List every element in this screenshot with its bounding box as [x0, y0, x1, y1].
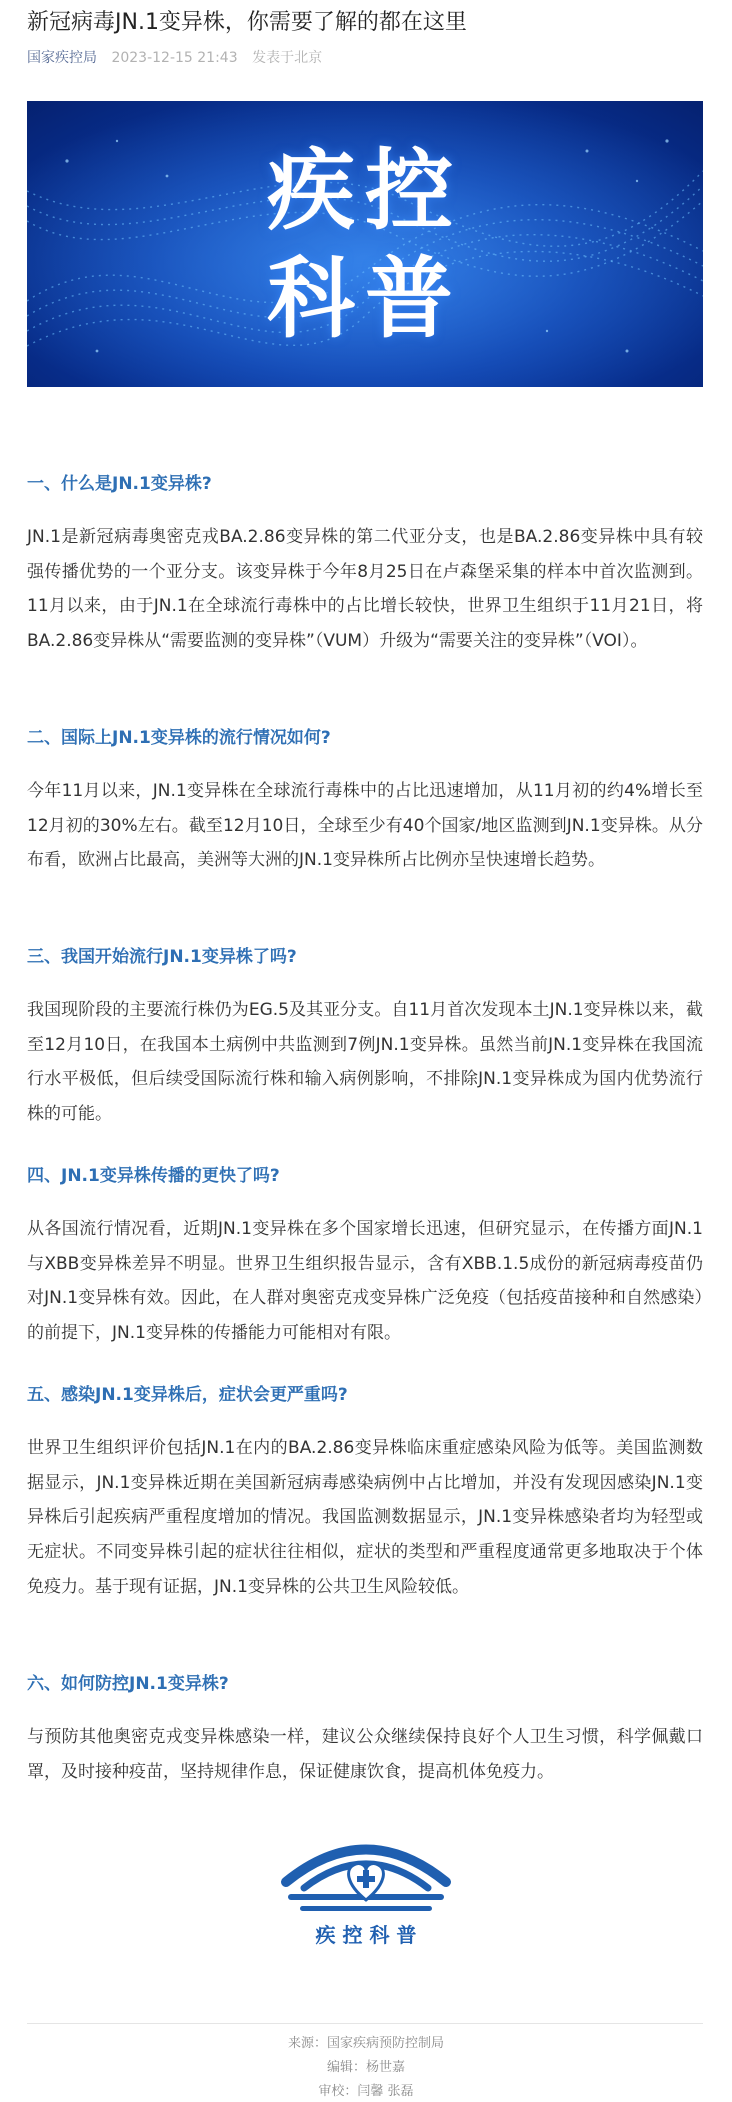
section-body-3: 我国现阶段的主要流行株仍为EG.5及其亚分支。自11月首次发现本土JN.1变异株以来，截至12月10日，在我国本土病例中共监测到7例JN.1变异株。虽然当前JN.1变异株在我国流行水平极低，但后续受国际流行株和输入病例影响，不排除JN.1变异株成为国内优势流行株的可能。 — [27, 1000, 703, 1125]
logo-text: 疾 控 科 普 — [315, 1923, 417, 1947]
section-heading-5: 五、感染JN.1变异株后，症状会更严重吗? — [27, 1385, 348, 1405]
banner-title-line2: 科普 — [266, 247, 463, 350]
publish-location: 发表于北京 — [252, 50, 323, 66]
article-title: 新冠病毒JN.1变异株，你需要了解的都在这里 — [27, 10, 467, 35]
cdc-logo — [276, 1822, 456, 1957]
section-heading-3: 三、我国开始流行JN.1变异株了吗? — [27, 947, 297, 967]
banner-title-line1: 疾控 — [266, 139, 463, 242]
section-body-1: JN.1是新冠病毒奥密克戎BA.2.86变异株的第二代亚分支，也是BA.2.86变异株中具有较强传播优势的一个亚分支。该变异株于今年8月25日在卢森堡采集的样本中首次监测到。11月以来，由于JN.1在全球流行毒株中的占比增长较快，世界卫生组织于11月21日，将BA.2.86变异株从“需要监测的变异株”（VUM）升级为“需要关注的变异株”（VOI）。 — [27, 527, 703, 652]
section-heading-4: 四、JN.1变异株传播的更快了吗? — [27, 1166, 280, 1186]
section-body-4: 从各国流行情况看，近期JN.1变异株在多个国家增长迅速，但研究显示，在传播方面JN.1与XBB变异株差异不明显。世界卫生组织报告显示，含有XBB.1.5成份的新冠病毒疫苗仍对JN.1变异株有效。因此，在人群对奥密克戎变异株广泛免疫（包括疫苗接种和自然感染）的前提下，JN.1变异株的传播能力可能相对有限。 — [27, 1219, 703, 1344]
section-body-2: 今年11月以来，JN.1变异株在全球流行毒株中的占比迅速增加，从11月初的约4%增长至12月初的30%左右。截至12月10日，全球至少有40个国家/地区监测到JN.1变异株。从分布看，欧洲占比最高，美洲等大洲的JN.1变异株所占比例亦呈快速增长趋势。 — [27, 781, 703, 871]
footer-source: 来源：国家疾病预防控制局 — [287, 2036, 444, 2051]
section-body-5: 世界卫生组织评价包括JN.1在内的BA.2.86变异株临床重症感染风险为低等。美国监测数据显示，JN.1变异株近期在美国新冠病毒感染病例中占比增加，并没有发现因感染JN.1变异株后引起疾病严重程度增加的情况。我国监测数据显示，JN.1变异株感染者均为轻型或无症状。不同变异株引起的症状往往相似，症状的类型和严重程度通常更多地取决于个体免疫力。基于现有证据，JN.1变异株的公共卫生风险较低。 — [27, 1438, 703, 1597]
article-meta — [27, 48, 322, 68]
section-heading-1: 一、什么是JN.1变异株? — [27, 474, 212, 494]
footer-divider — [27, 2023, 703, 2024]
section-heading-2: 二、国际上JN.1变异株的流行情况如何? — [27, 728, 331, 748]
section-body-6: 与预防其他奥密克戎变异株感染一样，建议公众继续保持良好个人卫生习惯，科学佩戴口罩，及时接种疫苗，坚持规律作息，保证健康饮食，提高机体免疫力。 — [27, 1727, 703, 1782]
publish-date: 2023-12-15 21:43 — [111, 50, 238, 66]
footer-editor: 编辑：杨世嘉 — [326, 2060, 405, 2075]
banner-image — [27, 101, 703, 387]
author-link[interactable]: 国家疾控局 — [27, 50, 97, 66]
section-heading-6: 六、如何防控JN.1变异株? — [27, 1674, 229, 1694]
footer-reviewer: 审校：闫馨 张磊 — [318, 2084, 414, 2099]
